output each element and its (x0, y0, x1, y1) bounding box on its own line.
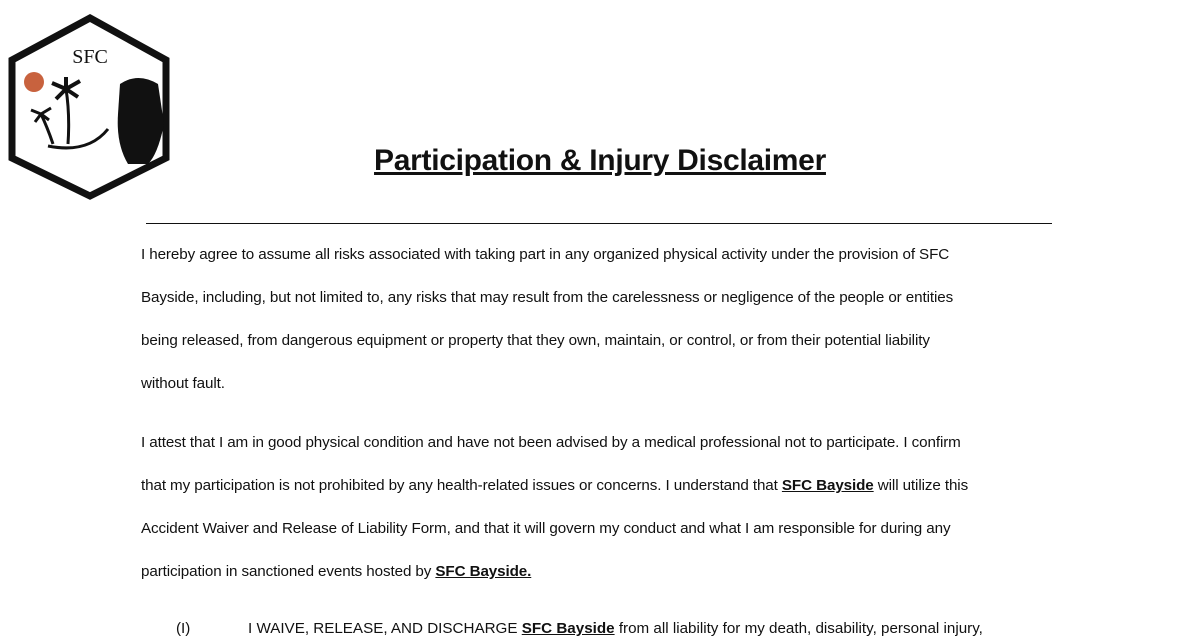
paragraph-1-line: Bayside, including, but not limited to, any risks that may result from the carelessness or negligence of the people or entities (141, 289, 954, 306)
list-item (248, 620, 983, 637)
text: from all liability for my death, disability, personal injury, (614, 620, 983, 637)
page-title: Participation & Injury Disclaimer (374, 144, 826, 177)
paragraph-2-line (141, 563, 531, 580)
list-number: (I) (176, 620, 191, 637)
paragraph-1-line: I hereby agree to assume all risks associated with taking part in any organized physical activity under the provision of SFC (141, 246, 950, 263)
text: will utilize this (873, 477, 969, 494)
org-name: SFC Bayside. (435, 563, 532, 580)
paragraph-1-line: being released, from dangerous equipment or property that they own, maintain, or control, or from their potential liability (141, 332, 930, 349)
org-name: SFC Bayside (781, 477, 874, 494)
paragraph-2-line: Accident Waiver and Release of Liability Form, and that it will govern my conduct and what I am responsible for during any (141, 520, 951, 537)
text: participation in sanctioned events hosted by (141, 563, 436, 580)
paragraph-2-line: I attest that I am in good physical condition and have not been advised by a medical professional not to participate. I confirm (141, 434, 961, 451)
paragraph-2-line (141, 477, 968, 494)
text: I WAIVE, RELEASE, AND DISCHARGE (248, 620, 522, 637)
paragraph-1-line: without fault. (141, 375, 225, 392)
org-name: SFC Bayside (521, 620, 615, 637)
title-divider (146, 223, 1052, 224)
svg-text:SFC: SFC (72, 46, 108, 68)
text: that my participation is not prohibited by any health-related issues or concerns. I understand that (141, 477, 782, 494)
